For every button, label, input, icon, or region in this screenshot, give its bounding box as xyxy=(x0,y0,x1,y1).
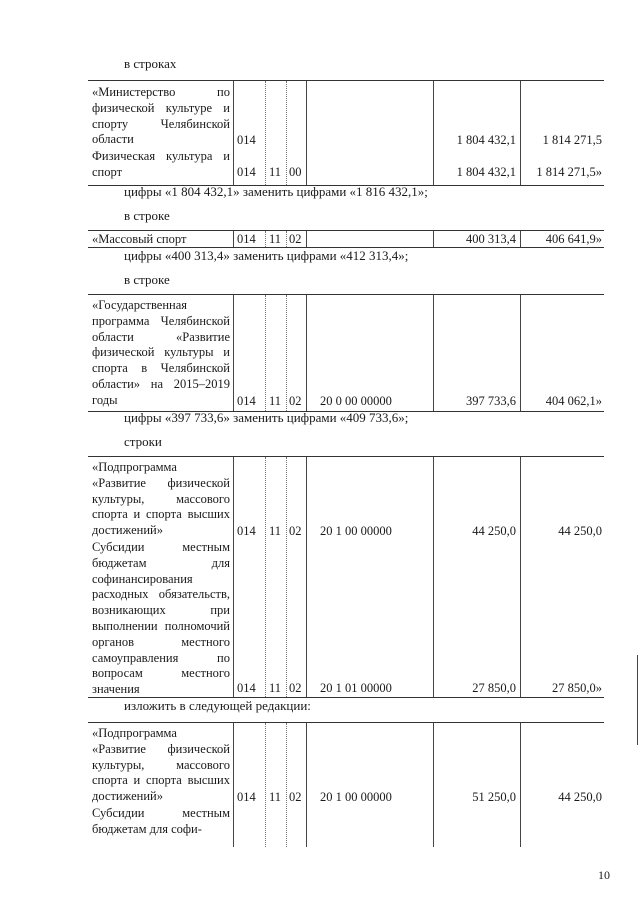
budget-table xyxy=(88,456,604,698)
text-line: в строках xyxy=(124,56,177,71)
row-name: «Подпрограмма «Развитие физической культуры, массового спорта и спорта высших достижений» xyxy=(92,460,230,538)
code-cell: 11 xyxy=(269,790,282,804)
code-cell: 20 1 00 00000 xyxy=(320,524,392,538)
amount-cell: 27 850,0 xyxy=(472,681,516,695)
code-cell: 20 1 00 00000 xyxy=(320,790,392,804)
budget-table xyxy=(88,294,604,412)
code-cell: 11 xyxy=(269,524,282,538)
code-cell: 02 xyxy=(289,232,302,246)
row-name: «Министерство по физической культуре и спорту Челябинской области xyxy=(92,85,230,147)
code-cell: 11 xyxy=(269,681,282,695)
code-cell: 20 0 00 00000 xyxy=(320,394,392,408)
code-cell: 02 xyxy=(289,394,302,408)
code-cell: 014 xyxy=(237,790,256,804)
text-line: в строке xyxy=(124,272,170,287)
code-cell: 11 xyxy=(269,165,282,179)
amount-cell: 44 250,0 xyxy=(558,790,602,804)
amount-cell: 1 814 271,5 xyxy=(542,133,602,147)
row-name: Субсидии местным бюджетам для софи- xyxy=(92,806,230,836)
code-cell: 02 xyxy=(289,524,302,538)
amount-cell: 44 250,0 xyxy=(558,524,602,538)
budget-table xyxy=(88,80,604,186)
code-cell: 014 xyxy=(237,524,256,538)
text-line: изложить в следующей редакции: xyxy=(124,698,311,713)
text-line: цифры «1 804 432,1» заменить цифрами «1 816 432,1»; xyxy=(124,184,428,199)
scan-margin-mark xyxy=(637,655,638,745)
amount-cell: 1 804 432,1 xyxy=(456,165,516,179)
code-cell: 11 xyxy=(269,232,282,246)
amount-cell: 27 850,0» xyxy=(552,681,602,695)
amount-cell: 44 250,0 xyxy=(472,524,516,538)
amount-cell: 1 814 271,5» xyxy=(536,165,602,179)
amount-cell: 1 804 432,1 xyxy=(456,133,516,147)
code-cell: 20 1 01 00000 xyxy=(320,681,392,695)
code-cell: 014 xyxy=(237,394,256,408)
row-name: Физическая культура и спорт xyxy=(92,149,230,179)
code-cell: 014 xyxy=(237,232,256,246)
row-name: «Подпрограмма «Развитие физической культуры, массового спорта и спорта высших достижений» xyxy=(92,726,230,804)
amount-cell: 400 313,4 xyxy=(466,232,516,246)
code-cell: 014 xyxy=(237,165,256,179)
text-line: цифры «397 733,6» заменить цифрами «409 733,6»; xyxy=(124,410,409,425)
row-name: «Государственная программа Челябинской области «Развитие физической культуры и спорта в Челябинской области» на 2015–2019 годы xyxy=(92,298,230,407)
amount-cell: 406 641,9» xyxy=(545,232,602,246)
code-cell: 02 xyxy=(289,790,302,804)
page-number: 10 xyxy=(598,868,610,882)
code-cell: 00 xyxy=(289,165,302,179)
code-cell: 014 xyxy=(237,133,256,147)
code-cell: 014 xyxy=(237,681,256,695)
amount-cell: 404 062,1» xyxy=(545,394,602,408)
amount-cell: 397 733,6 xyxy=(466,394,516,408)
code-cell: 02 xyxy=(289,681,302,695)
amount-cell: 51 250,0 xyxy=(472,790,516,804)
text-line: строки xyxy=(124,434,162,449)
row-name: «Массовый спорт xyxy=(92,232,187,246)
text-line: цифры «400 313,4» заменить цифрами «412 313,4»; xyxy=(124,248,409,263)
budget-table xyxy=(88,722,604,847)
row-name: Субсидии местным бюджетам для софинансирования расходных обязательств, возникающих при выполнении полномочий органов местного самоуправления по вопросам местного значения xyxy=(92,540,230,697)
budget-table xyxy=(88,230,604,248)
text-line: в строке xyxy=(124,208,170,223)
code-cell: 11 xyxy=(269,394,282,408)
